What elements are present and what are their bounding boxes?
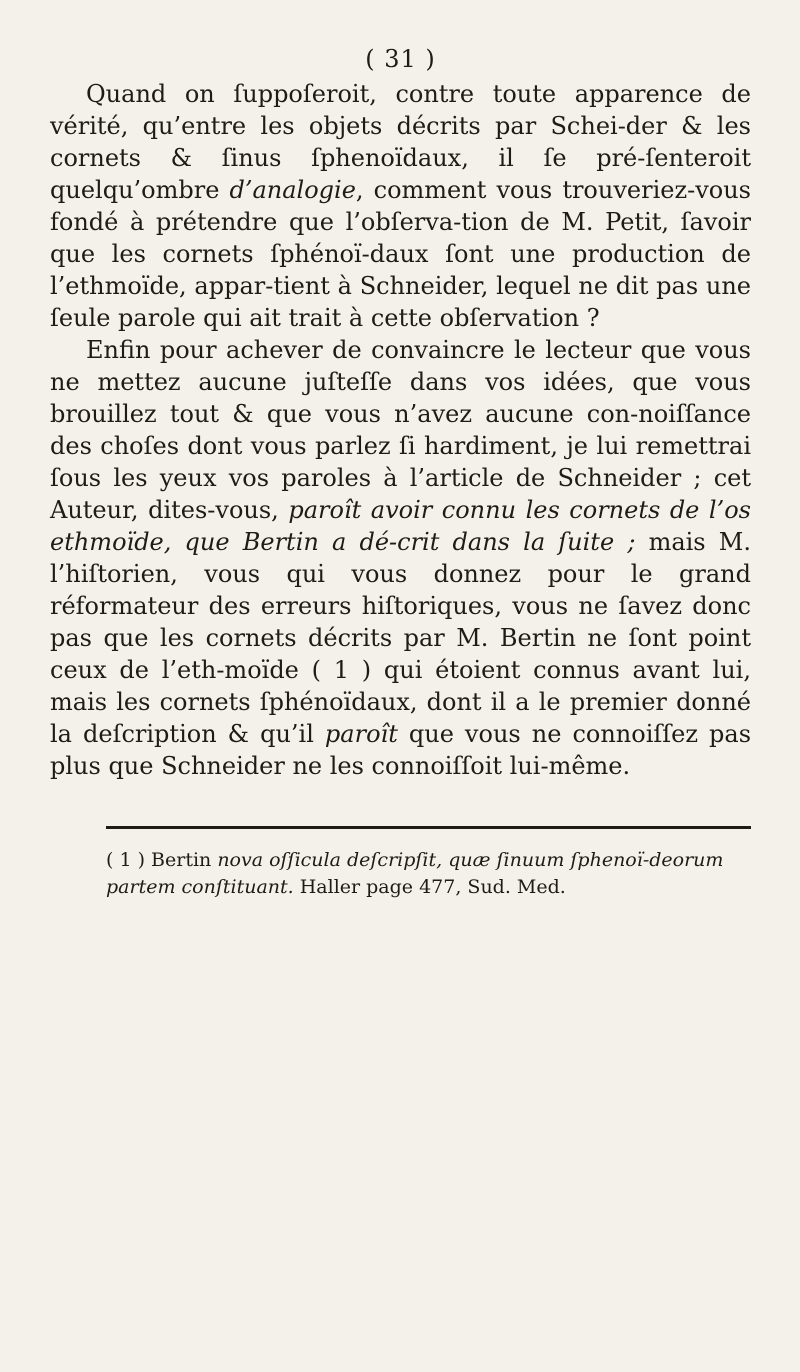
- paragraph-2-segment-3: mais M. l’hiſtorien, vous qui vous donnez pour le grand réformateur des erreurs hiſtoriques, vous ne ſavez donc pas que les cornets décrits par M. Bertin ne ſont point ceux de l’eth-moïde ( 1 ) qui étoient connus avant lui, mais les cornets ſphénoïdaux, dont il a le premier donné la deſcription & qu’il: [50, 528, 751, 748]
- paragraph-2-segment-1: Enfin pour achever de convaincre le lecteur que vous ne mettez aucune juſteſſe dans vos idées, que vous brouillez tout & que vous n’avez aucune con-noiſſance des choſes dont vous parlez ſi hardiment, je lui remettrai ſous les yeux vos paroles à l’article de Schneider ; cet Auteur, dites-vous,: [50, 336, 751, 524]
- page-number: ( 31 ): [365, 45, 436, 73]
- footnote: [106, 847, 751, 901]
- paragraph-2-italic-quote: paroît avoir connu les cornets de l’os ethmoïde, que Bertin a dé-crit dans la ſuite ;: [50, 496, 751, 556]
- paragraph-2: [50, 334, 751, 782]
- paragraph-1-italic-analogie: d’analogie: [229, 176, 356, 204]
- paragraph-1-segment-1: Quand on ſuppoſeroit, contre toute apparence de vérité, qu’entre les objets décrits par Schei-der & les cornets & ſinus ſphenoïdaux, il ſe pré-ſenteroit quelqu’ombre: [50, 80, 751, 204]
- body-text: [50, 78, 751, 782]
- footnote-reference: Haller page 477, Sud. Med.: [293, 876, 566, 898]
- footnote-marker: ( 1 ) Bertin: [106, 849, 218, 871]
- paragraph-1-segment-3: , comment vous trouveriez-vous fondé à prétendre que l’obſerva-tion de M. Petit, ſavoir que les cornets ſphénoï-daux ſont une production de l’ethmoïde, appar-tient à Schneider, lequel ne dit pas une ſeule parole qui ait trait à cette obſervation ?: [50, 176, 751, 332]
- paragraph-2-segment-5: que vous ne connoiſſez pas plus que Schneider ne les connoiſſoit lui-même.: [50, 720, 752, 780]
- paragraph-1: [50, 78, 751, 334]
- footnote-divider: [106, 826, 751, 829]
- footnote-latin-title: nova oſſicula deſcripſit, quæ ſinuum ſphenoï-deorum partem conſtituant.: [106, 849, 724, 898]
- paragraph-2-italic-paroit: paroît: [324, 720, 398, 748]
